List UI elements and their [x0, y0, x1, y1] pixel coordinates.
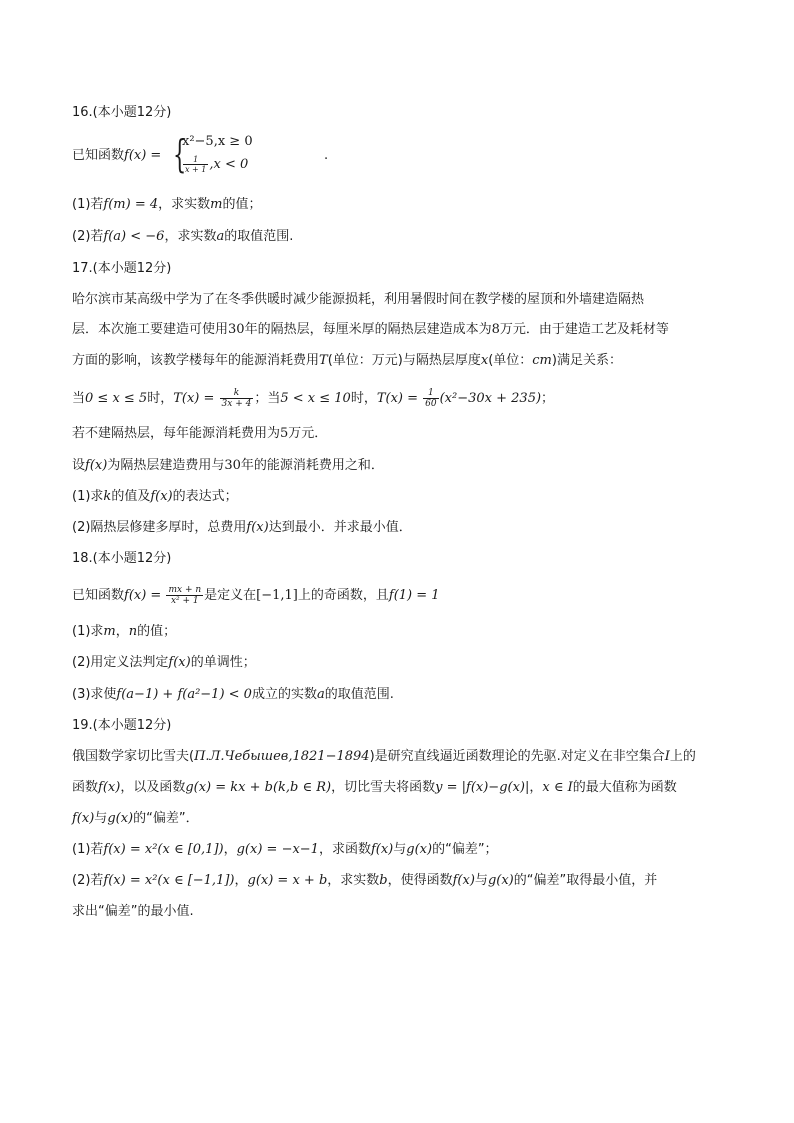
q19-line-1: 俄国数学家切比雪夫(П.Л.Чебышев,1821−1894)是研究直线逼近函数理论的先驱.对定义在非空集合I上的 [72, 749, 696, 764]
q16-heading: 16.(本小题12分) [72, 105, 172, 120]
q18-fraction: $\frac{mx + n}{\text{x² + 1}}$ [168, 584, 202, 606]
q18-part3: (3)求使f(a−1) + f(a²−1) < 0成立的实数a的取值范围. [72, 687, 394, 702]
q18-part1: (1)求m，n的值； [72, 624, 177, 639]
q16-intro: 已知函数 [72, 148, 125, 163]
q17-line-4: 当0 ≤ x ≤ 5时，T(x) = $\frac{k}{3x + 4}$ ；当5 < x ≤ 10时，T(x) = $\frac{1}{60}$ (x²−30x + 235)； [72, 387, 555, 409]
q17-line-6: 设f(x)为隔热层建造费用与30年的能源消耗费用之和． [72, 458, 384, 473]
q18-part2: (2)用定义法判定f(x)的单调性； [72, 655, 256, 670]
q16-part1: (1)若f(m) = 4，求实数m的值； [72, 197, 262, 212]
q16-case2-fraction: $\frac{1}{x + 1}$ [185, 154, 207, 174]
q17-line-1: 哈尔滨市某高级中学为了在冬季供暖时减少能源损耗，利用暑假时间在教学楼的屋顶和外墙建造隔热 [72, 292, 645, 307]
q19-part2-cont: 求出“偏差”的最小值. [72, 904, 194, 919]
q17-part1: (1)求k的值及f(x)的表达式； [72, 489, 238, 504]
q19-line-2: 函数f(x)，以及函数g(x) = kx + b(k,b ∈ R)，切比雪夫将函数y = |f(x)−g(x)|，x ∈ I的最大值称为函数 [72, 780, 677, 795]
q17-part2: (2)隔热层修建多厚时，总费用f(x)达到最小．并求最小值． [72, 520, 412, 535]
q19-part1: (1)若f(x) = x²(x ∈ [0,1])，g(x) = −x−1，求函数f(x)与g(x)的“偏差”； [72, 842, 498, 857]
q16-case-1: x²−5,x ≥ 0 [182, 134, 253, 149]
q18-heading: 18.(本小题12分) [72, 551, 172, 566]
q19-heading: 19.(本小题12分) [72, 718, 172, 733]
q16-part2: (2)若f(a) < −6，求实数a的取值范围. [72, 229, 294, 244]
q17-line-5: 若不建隔热层，每年能源消耗费用为5万元． [72, 426, 328, 441]
q19-line-3: f(x)与g(x)的“偏差”． [72, 811, 199, 826]
q19-part2: (2)若f(x) = x²(x ∈ [−1,1])，g(x) = x + b，求实数b，使得函数f(x)与g(x)的“偏差”取得最小值，并 [72, 873, 658, 888]
q16-end-dot: . [324, 148, 329, 163]
q17-heading: 17.(本小题12分) [72, 261, 172, 276]
q17-line-3: 方面的影响，该教学楼每年的能源消耗费用T(单位：万元)与隔热层厚度x(单位：cm)满足关系： [72, 353, 622, 368]
q16-f-def: f(x) = [124, 148, 162, 163]
q17-fraction-1-60: $\frac{1}{60}$ [425, 387, 437, 409]
q17-fraction-k: $\frac{k}{3x + 4}$ [221, 387, 252, 409]
left-brace: { [173, 132, 187, 176]
q17-line-2: 层．本次施工要建造可使用30年的隔热层，每厘米厚的隔热层建造成本为8万元．由于建造工艺及耗材等 [72, 322, 669, 337]
q16-case-2: $\frac{1}{x + 1}$ ,x < 0 [185, 154, 249, 174]
q18-line-1: 已知函数f(x) = $\frac{mx + n}{\text{x² + 1}}$ 是定义在[−1,1]上的奇函数，且f(1) = 1 [72, 584, 440, 606]
